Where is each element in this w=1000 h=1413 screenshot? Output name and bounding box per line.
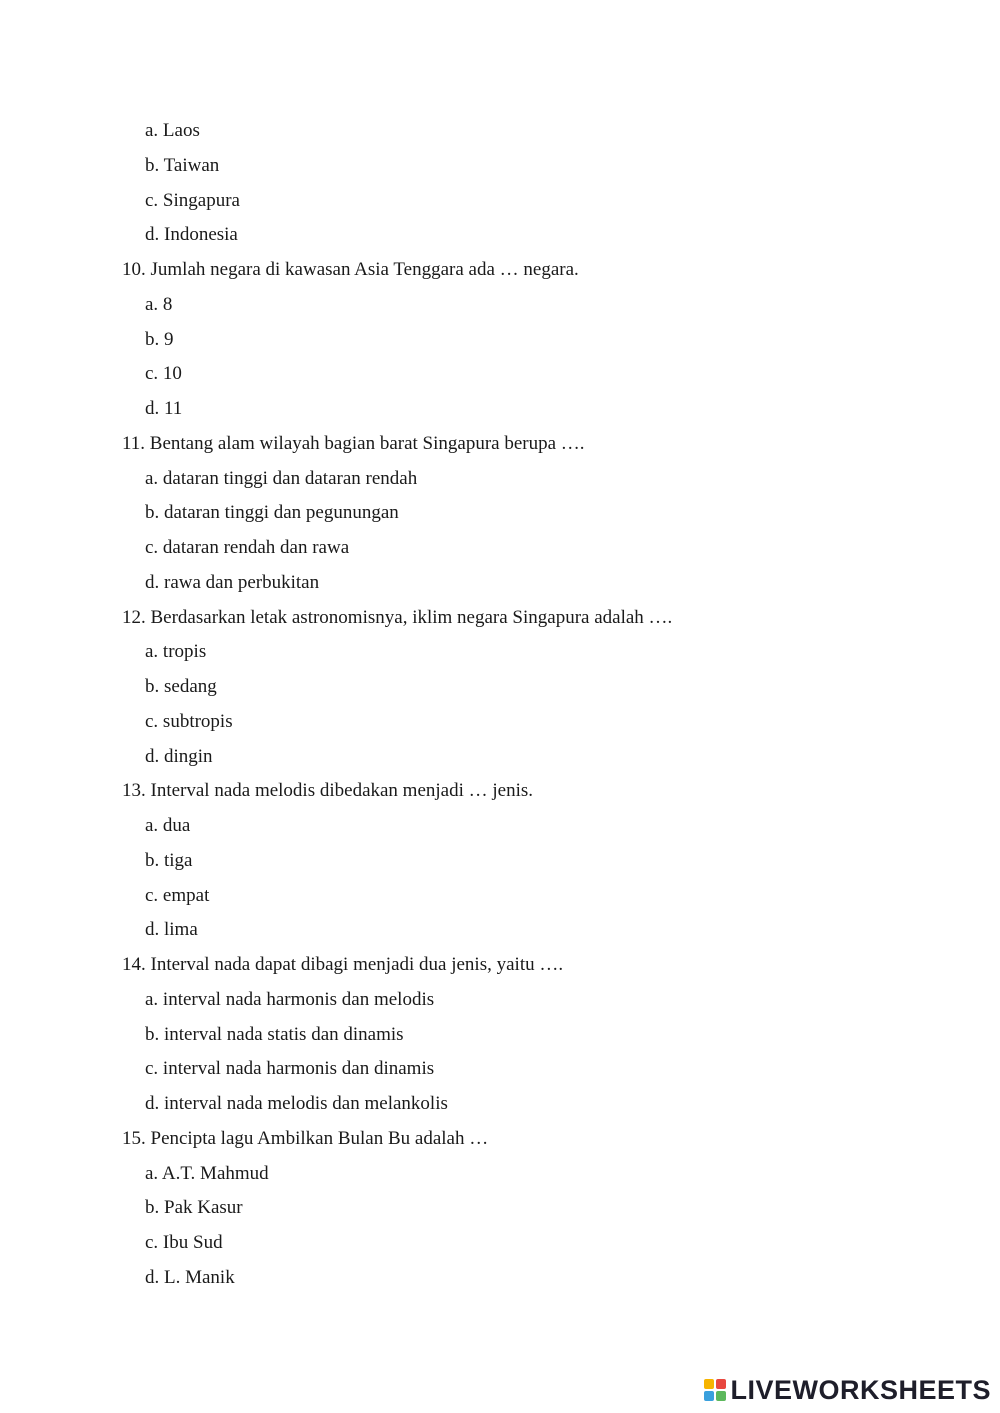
worksheet-content <box>0 114 1000 1296</box>
watermark-text: LIVEWORKSHEETS <box>730 1375 991 1405</box>
answer-option: c. dataran rendah dan rawa <box>145 537 350 558</box>
question-text: 13. Interval nada melodis dibedakan menjadi … jenis. <box>122 780 534 802</box>
liveworksheets-watermark <box>704 1375 991 1405</box>
answer-option: c. Ibu Sud <box>145 1232 223 1253</box>
answer-option: d. Indonesia <box>145 224 238 246</box>
question-text: 15. Pencipta lagu Ambilkan Bulan Bu adalah … <box>122 1127 489 1149</box>
answer-option: a. Laos <box>145 120 200 141</box>
answer-option: b. Taiwan <box>145 154 220 176</box>
answer-option: d. dingin <box>145 745 213 767</box>
answer-option: d. L. Manik <box>145 1266 235 1288</box>
liveworksheets-logo-icon <box>704 1379 726 1401</box>
answer-option: d. rawa dan perbukitan <box>145 571 320 593</box>
answer-option: a. A.T. Mahmud <box>145 1162 269 1184</box>
logo-square-green <box>716 1391 726 1401</box>
logo-square-yellow <box>704 1379 714 1389</box>
answer-option: b. Pak Kasur <box>145 1197 243 1219</box>
answer-option: a. 8 <box>145 293 173 315</box>
logo-square-blue <box>704 1391 714 1401</box>
answer-option: c. 10 <box>145 363 182 385</box>
answer-option: b. 9 <box>145 328 174 350</box>
logo-square-red <box>716 1379 726 1389</box>
answer-option: a. dua <box>145 815 191 836</box>
answer-option: b. dataran tinggi dan pegunungan <box>145 502 399 524</box>
answer-option: c. Singapura <box>145 189 240 211</box>
question-text: 10. Jumlah negara di kawasan Asia Tenggara ada … negara. <box>122 259 579 280</box>
answer-option: a. dataran tinggi dan dataran rendah <box>145 467 418 489</box>
answer-option: c. subtropis <box>145 710 233 732</box>
answer-option: a. tropis <box>145 641 207 663</box>
answer-option: d. lima <box>145 919 198 941</box>
answer-option: d. interval nada melodis dan melankolis <box>145 1093 448 1114</box>
answer-option: b. tiga <box>145 849 193 871</box>
answer-option: a. interval nada harmonis dan melodis <box>145 988 435 1010</box>
question-text: 14. Interval nada dapat dibagi menjadi dua jenis, yaitu …. <box>122 954 564 975</box>
answer-option: c. empat <box>145 884 210 906</box>
answer-option: c. interval nada harmonis dan dinamis <box>145 1058 435 1080</box>
answer-option: d. 11 <box>145 398 183 419</box>
question-text: 12. Berdasarkan letak astronomisnya, iklim negara Singapura adalah …. <box>122 606 673 628</box>
answer-option: b. interval nada statis dan dinamis <box>145 1023 404 1045</box>
answer-option: b. sedang <box>145 676 217 697</box>
question-text: 11. Bentang alam wilayah bagian barat Singapura berupa …. <box>122 432 585 454</box>
